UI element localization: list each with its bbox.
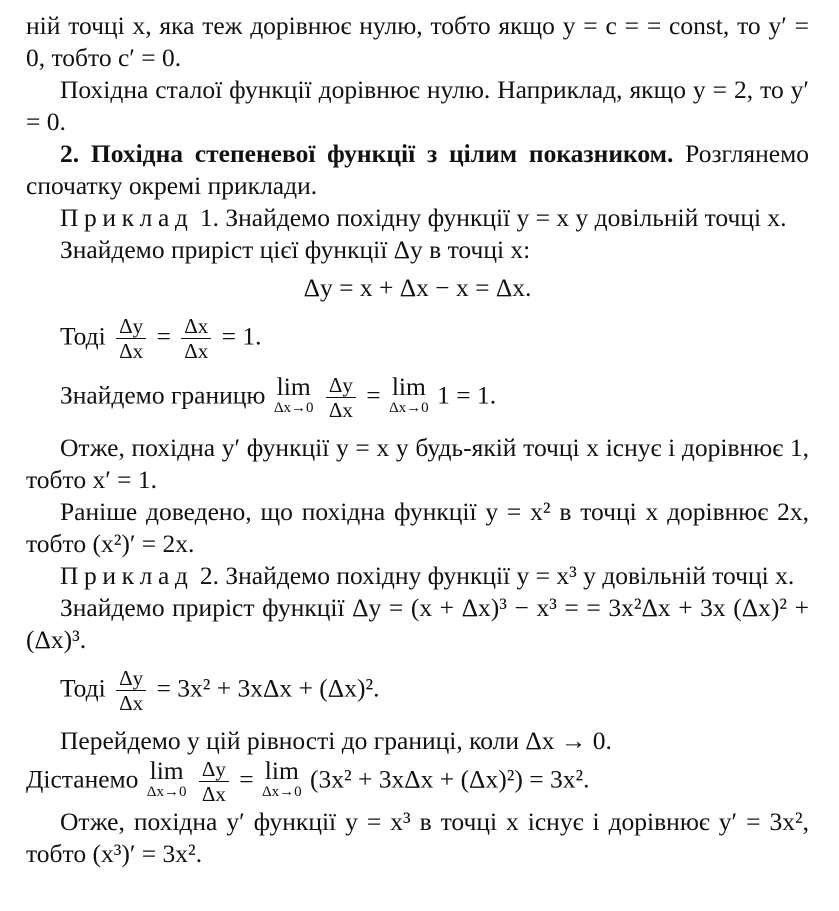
- equation-result: = 3x² + 3xΔx + (Δx)².: [156, 673, 380, 703]
- paragraph-constant-end: [26, 10, 809, 74]
- conclusion-text: Отже, похідна y′ функції y = x³ в точці x існує і дорівнює y′ = 3x², тобто (x³)′ = 3x².: [26, 807, 809, 868]
- lim-word: lim: [276, 372, 311, 401]
- todi-word: Тоді: [60, 321, 106, 351]
- passing-paragraph: [26, 725, 809, 757]
- fraction-numerator: Δy: [116, 314, 146, 339]
- lim-subscript: Δx→0: [273, 400, 314, 416]
- fraction-dy-dx: [199, 757, 229, 806]
- text-line: = const, то y′ = 0, тобто c′ = 0.: [26, 11, 809, 72]
- fraction-dy-dx: [326, 373, 356, 422]
- fraction-denominator: Δx: [119, 691, 144, 715]
- fraction-denominator: Δx: [184, 339, 209, 363]
- fraction-numerator: Δy: [116, 666, 146, 691]
- fraction-denominator: Δx: [201, 782, 226, 806]
- text-line: якщо y = 2, то y′ = 0.: [26, 75, 809, 136]
- conclusion-text: Отже, похідна y′ функції y = x у будь-якій точці x існує і дорівнює 1, тобто x′ = 1.: [26, 433, 809, 494]
- equation-result: = 1.: [221, 321, 262, 351]
- equals-sign: =: [366, 380, 381, 410]
- example-2: [26, 560, 809, 592]
- limit-formula-2: [26, 757, 809, 806]
- limit-result: (3x² + 3xΔx + (Δx)²) = 3x².: [310, 764, 590, 794]
- equals-sign: =: [156, 321, 171, 351]
- increment-2-paragraph: [26, 592, 809, 656]
- equals-sign: =: [239, 764, 254, 794]
- example-label: Приклад: [60, 203, 194, 232]
- conclusion-2: [26, 806, 809, 870]
- increment-text: Знайдемо приріст цієї функції Δy в точці x:: [60, 235, 531, 264]
- example-text: 1. Знайдемо похідну функції y = x у довільній точці x.: [193, 203, 787, 232]
- limit-operator: [274, 373, 314, 416]
- earlier-text: Раніше доведено, що похідна функції y = x² в точці x дорівнює 2x, тобто (x²)′ = 2x.: [26, 497, 809, 558]
- limit-result: 1 = 1.: [437, 380, 497, 410]
- example-label: Приклад: [60, 561, 194, 590]
- text-line: Похідна сталої функції дорівнює нулю. Наприклад,: [60, 75, 623, 104]
- passing-text: Перейдемо у цій рівності до границі, коли Δx → 0.: [60, 726, 612, 755]
- fraction-dx-dx: [181, 314, 211, 363]
- limit-text: Знайдемо границю: [60, 380, 266, 410]
- ratio-formula: [60, 314, 809, 363]
- fraction-dy-dx: [116, 666, 146, 715]
- increment-equation: [26, 272, 809, 304]
- lim-word: lim: [391, 372, 426, 401]
- lim-subscript: Δx→0: [261, 784, 302, 800]
- example-text: 2. Знайдемо похідну функції y = x³ у довільній точці x.: [193, 561, 795, 590]
- dist-word: Дістанемо: [26, 764, 139, 794]
- increment-text: Знайдемо приріст функції Δy = (x + Δx)³ − x³ = = 3x²Δx + 3x (Δx)² + (Δx)³.: [26, 593, 809, 654]
- fraction-numerator: Δy: [199, 757, 229, 782]
- increment-paragraph: [26, 234, 809, 266]
- fraction-denominator: Δx: [119, 339, 144, 363]
- section-heading: 2. Похідна степеневої функції з цілим показником.: [60, 139, 674, 168]
- lim-word: lim: [149, 756, 184, 785]
- todi-word: Тоді: [60, 673, 106, 703]
- equation-text: Δy = x + Δx − x = Δx.: [303, 273, 532, 302]
- paragraph-constant-rule: [26, 74, 809, 138]
- limit-operator: [389, 373, 429, 416]
- section-paragraph: [26, 138, 809, 202]
- limit-operator: [262, 757, 302, 800]
- limit-operator: [147, 757, 187, 800]
- example-1: [26, 202, 809, 234]
- fraction-dy-dx: [116, 314, 146, 363]
- ratio-formula-2: [60, 666, 809, 715]
- earlier-result: [26, 496, 809, 560]
- fraction-numerator: Δx: [181, 314, 211, 339]
- fraction-denominator: Δx: [328, 398, 353, 422]
- text-line: ній точці x, яка теж дорівнює нулю, тобто якщо y = c =: [26, 11, 640, 40]
- lim-word: lim: [264, 756, 299, 785]
- fraction-numerator: Δy: [326, 373, 356, 398]
- lim-subscript: Δx→0: [146, 784, 187, 800]
- lim-subscript: Δx→0: [389, 400, 429, 416]
- section-intro: Розглянемо спочатку окремі приклади.: [26, 139, 810, 200]
- conclusion-1: [26, 432, 809, 496]
- limit-formula: [60, 373, 809, 422]
